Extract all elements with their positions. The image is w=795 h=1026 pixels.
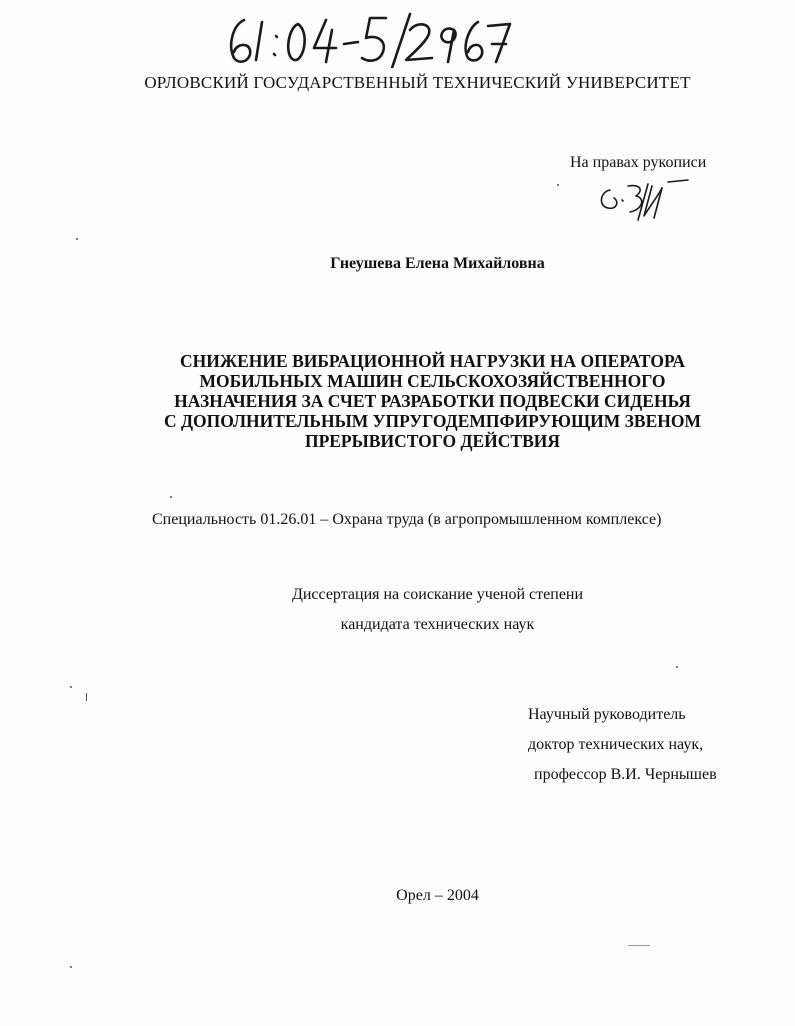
handwritten-code-stamp	[222, 8, 512, 68]
scan-speck	[86, 693, 87, 701]
degree-statement	[0, 580, 795, 640]
scan-speck	[76, 238, 78, 240]
city-year: Орел – 2004	[396, 887, 479, 904]
dissertation-title	[0, 351, 795, 451]
degree-line: кандидата технических наук	[340, 616, 535, 633]
title-line: ПРЕРЫВИСТОГО ДЕЙСТВИЯ	[304, 431, 561, 451]
scan-speck	[70, 966, 72, 968]
scan-speck	[676, 666, 678, 668]
supervisor-line: профессор В.И. Чернышев	[534, 766, 717, 783]
scan-speck	[628, 945, 650, 946]
supervisor-block	[528, 700, 717, 790]
degree-line: Диссертация на соискание ученой степени	[291, 586, 584, 603]
title-line: С ДОПОЛНИТЕЛЬНЫМ УПРУГОДЕМПФИРУЮЩИМ ЗВЕНОМ	[163, 411, 701, 431]
author-name: Гнеушева Елена Михайловна	[330, 255, 545, 272]
rights-note: На правах рукописи	[570, 154, 707, 171]
title-line: СНИЖЕНИЕ ВИБРАЦИОННОЙ НАГРУЗКИ НА ОПЕРАТОРА	[179, 351, 686, 371]
supervisor-line: доктор технических наук,	[528, 736, 704, 753]
handwritten-signature	[592, 176, 702, 226]
scan-speck	[557, 184, 559, 186]
supervisor-line: Научный руководитель	[528, 706, 686, 723]
university-name: ОРЛОВСКИЙ ГОСУДАРСТВЕННЫЙ ТЕХНИЧЕСКИЙ УНИВЕРСИТЕТ	[144, 73, 691, 92]
specialty-line: Специальность 01.26.01 – Охрана труда (в агропромышленном комплексе)	[152, 511, 662, 528]
scan-speck	[70, 686, 72, 688]
title-line: МОБИЛЬНЫХ МАШИН СЕЛЬСКОХОЗЯЙСТВЕННОГО	[199, 371, 666, 391]
scan-speck	[170, 496, 172, 498]
title-line: НАЗНАЧЕНИЯ ЗА СЧЕТ РАЗРАБОТКИ ПОДВЕСКИ СИДЕНЬЯ	[174, 391, 691, 411]
